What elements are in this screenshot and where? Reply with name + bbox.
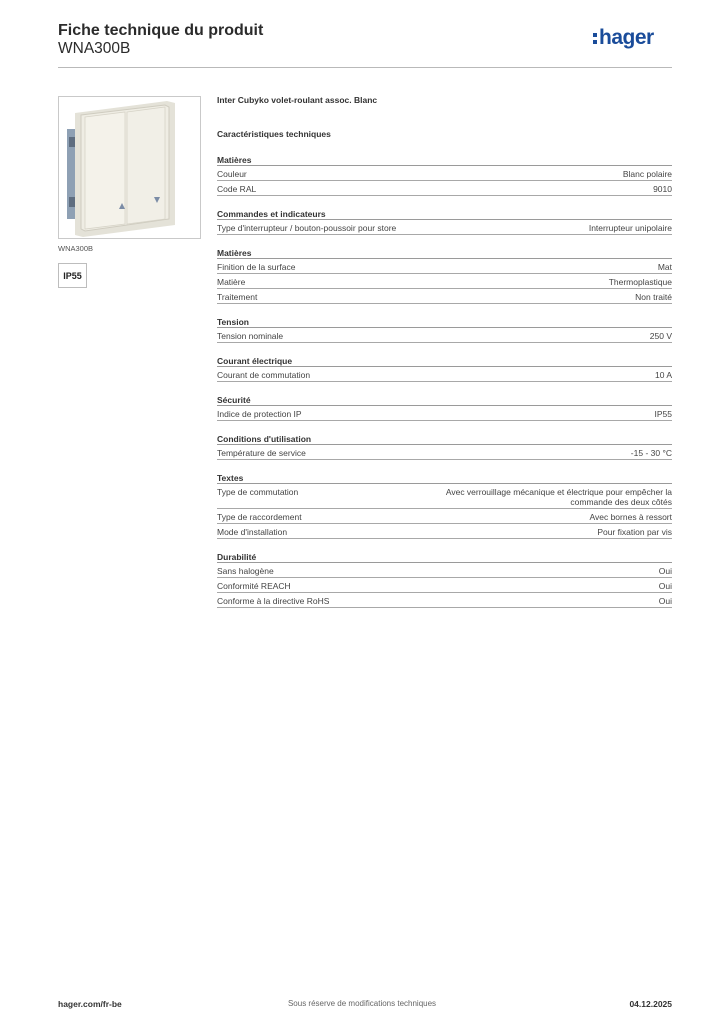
product-reference: WNA300B [58,40,131,57]
spec-row [217,220,672,235]
spec-row [217,484,672,509]
spec-value: Oui [658,581,672,591]
spec-key: Type de commutation [217,487,299,497]
spec-group-title: Durabilité [217,552,672,563]
spec-group [217,155,672,196]
image-caption: WNA300B [58,244,94,253]
spec-key: Type d'interrupteur / bouton-poussoir pour store [217,223,397,233]
spec-row [217,445,672,460]
spec-group-title: Tension [217,317,672,328]
spec-row [217,406,672,421]
spec-row [217,181,672,196]
spec-group [217,317,672,343]
spec-row [217,274,672,289]
spec-group-title: Courant électrique [217,356,672,367]
spec-value: Oui [658,566,672,576]
footer-date: 04.12.2025 [629,999,672,1009]
brand-name: hager [599,26,654,49]
spec-value: Oui [658,596,672,606]
spec-value: 10 A [654,370,672,380]
spec-row [217,524,672,539]
header-divider [58,67,672,68]
spec-value: Non traité [635,292,672,302]
spec-row [217,166,672,181]
footer-notice: Sous réserve de modifications techniques [287,999,437,1008]
spec-group [217,209,672,235]
spec-value: Blanc polaire [622,169,672,179]
spec-value: Pour fixation par vis [597,527,672,537]
document-title: Fiche technique du produit [58,22,264,39]
page-header [58,20,672,70]
spec-row [217,509,672,524]
spec-row [217,259,672,274]
spec-key: Conformité REACH [217,581,291,591]
spec-row [217,328,672,343]
spec-value: Avec bornes à ressort [589,512,672,522]
specs-heading: Caractéristiques techniques [217,129,331,139]
spec-key: Tension nominale [217,331,284,341]
spec-key: Traitement [217,292,258,302]
spec-key: Courant de commutation [217,370,311,380]
spec-value: 250 V [649,331,672,341]
spec-groups [217,155,672,608]
spec-group-title: Matières [217,155,672,166]
spec-group [217,395,672,421]
spec-value: Mat [657,262,672,272]
spec-row [217,367,672,382]
spec-row [217,578,672,593]
switch-illustration [59,97,200,238]
spec-value: 9010 [653,184,672,194]
spec-row [217,563,672,578]
spec-key: Température de service [217,448,306,458]
spec-row [217,593,672,608]
spec-group [217,248,672,304]
spec-key: Code RAL [217,184,257,194]
spec-group-title: Matières [217,248,672,259]
double-rocker-switch-image [58,96,201,239]
product-name: Inter Cubyko volet-roulant assoc. Blanc [217,95,378,105]
specifications-panel [217,95,672,608]
hager-logo [592,24,672,50]
spec-value: Thermoplastique [608,277,672,287]
spec-group [217,356,672,382]
spec-group-title: Sécurité [217,395,672,406]
spec-value: Avec verrouillage mécanique et électrique pour empêcher la commande des deux côtés [445,487,672,507]
spec-group [217,434,672,460]
spec-row [217,289,672,304]
spec-key: Couleur [217,169,247,179]
ip-rating-badge: IP55 [58,263,87,288]
footer-website: hager.com/fr-be [58,999,122,1009]
spec-key: Finition de la surface [217,262,296,272]
spec-group-title: Textes [217,473,672,484]
spec-group [217,473,672,539]
spec-group [217,552,672,608]
spec-key: Sans halogène [217,566,274,576]
spec-key: Matière [217,277,246,287]
spec-value: Interrupteur unipolaire [588,223,672,233]
spec-key: Indice de protection IP [217,409,302,419]
spec-value: -15 - 30 °C [630,448,672,458]
spec-group-title: Conditions d'utilisation [217,434,672,445]
spec-key: Mode d'installation [217,527,288,537]
spec-value: IP55 [654,409,672,419]
spec-key: Type de raccordement [217,512,302,522]
spec-group-title: Commandes et indicateurs [217,209,672,220]
spec-key: Conforme à la directive RoHS [217,596,330,606]
